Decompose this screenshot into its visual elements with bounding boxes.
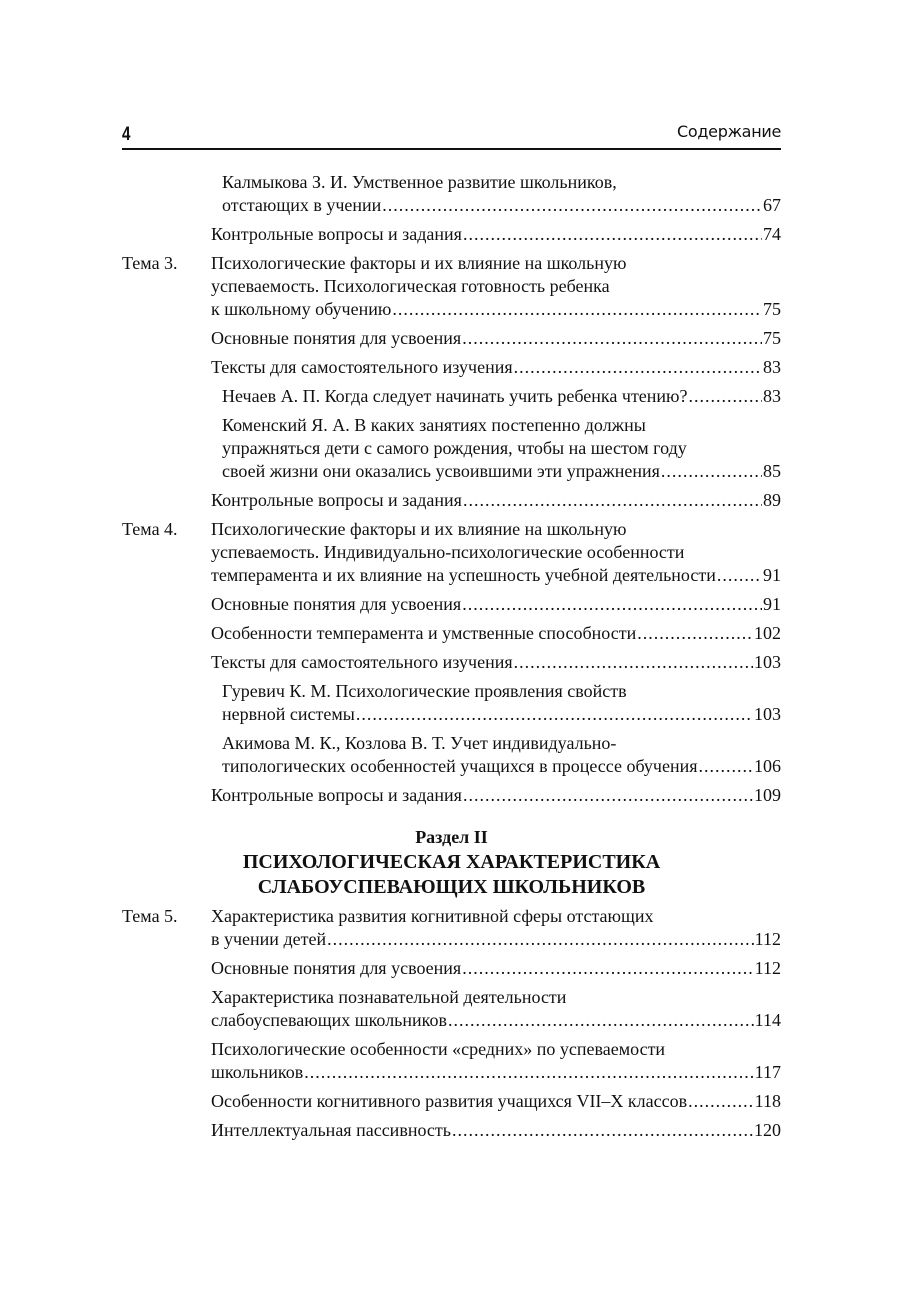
toc-entry-body bbox=[222, 680, 781, 726]
page-ref[interactable]: 103 bbox=[754, 652, 781, 672]
toc-line-with-leader bbox=[211, 223, 781, 246]
page-ref[interactable]: 91 bbox=[763, 594, 781, 614]
toc-entry-body bbox=[211, 327, 781, 350]
toc-entry-body bbox=[211, 622, 781, 645]
page-ref[interactable]: 83 bbox=[763, 386, 781, 406]
toc-entry-text: слабоуспевающих школьников bbox=[211, 1010, 447, 1030]
dot-leader bbox=[327, 928, 754, 951]
page-ref[interactable]: 120 bbox=[754, 1120, 781, 1140]
toc-line-with-leader bbox=[222, 385, 781, 408]
toc-entry[interactable] bbox=[122, 622, 781, 645]
page-ref[interactable]: 74 bbox=[763, 224, 781, 244]
toc-entry-text: Контрольные вопросы и задания bbox=[211, 224, 462, 244]
toc-entry-body bbox=[222, 171, 781, 217]
toc-entry-text: Психологические особенности «средних» по успеваемости bbox=[211, 1039, 666, 1059]
toc-entry-body bbox=[211, 651, 781, 674]
toc-entry[interactable] bbox=[122, 957, 781, 980]
section-number: Раздел II bbox=[415, 827, 488, 847]
toc-entry-body bbox=[211, 593, 781, 616]
toc-line-with-leader bbox=[222, 703, 781, 726]
toc-entry-text: нервной системы bbox=[222, 704, 355, 724]
toc-entry[interactable] bbox=[122, 489, 781, 512]
toc-line-with-leader bbox=[222, 460, 781, 483]
page-ref[interactable]: 118 bbox=[754, 1091, 781, 1111]
toc-line-with-leader bbox=[211, 622, 781, 645]
dot-leader bbox=[699, 755, 753, 778]
toc-entry-text: отстающих в учении bbox=[222, 195, 382, 215]
dot-leader bbox=[462, 593, 762, 616]
toc-line-with-leader bbox=[211, 1119, 781, 1142]
dot-leader bbox=[661, 460, 762, 483]
toc-entry-text: темперамента и их влияние на успешность учебной деятельности bbox=[211, 565, 716, 585]
toc-line-with-leader bbox=[211, 489, 781, 512]
toc-line-with-leader bbox=[211, 1090, 781, 1113]
toc-entry-body bbox=[211, 489, 781, 512]
toc-entry-text: школьников bbox=[211, 1062, 304, 1082]
toc-entry-text: успеваемость. Психологическая готовность ребенка bbox=[211, 276, 610, 296]
page-ref[interactable]: 103 bbox=[754, 704, 781, 724]
dot-leader bbox=[304, 1061, 753, 1084]
toc-entry[interactable] bbox=[122, 356, 781, 379]
toc-entry[interactable] bbox=[122, 171, 781, 217]
topic-label: Тема 3. bbox=[122, 253, 178, 273]
running-title: Содержание bbox=[677, 122, 781, 141]
dot-leader bbox=[448, 1009, 754, 1032]
page-ref[interactable]: 102 bbox=[754, 623, 781, 643]
toc-line-with-leader bbox=[211, 1009, 781, 1032]
toc-entry-text: Психологические факторы и их влияние на школьную bbox=[211, 519, 627, 539]
toc-entry-text: Калмыкова З. И. Умственное развитие школьников, bbox=[222, 172, 617, 192]
toc-line-with-leader bbox=[211, 327, 781, 350]
dot-leader bbox=[514, 356, 762, 379]
dot-leader bbox=[392, 298, 762, 321]
dot-leader bbox=[689, 385, 763, 408]
toc-entry-text: Основные понятия для усвоения bbox=[211, 328, 462, 348]
page-ref[interactable]: 75 bbox=[763, 328, 781, 348]
toc-line-with-leader bbox=[211, 593, 781, 616]
page-number: 4 bbox=[122, 124, 131, 145]
toc-entry-text: Основные понятия для усвоения bbox=[211, 594, 462, 614]
toc-entry[interactable] bbox=[122, 651, 781, 674]
toc-line-with-leader bbox=[211, 356, 781, 379]
topic-label: Тема 5. bbox=[122, 906, 178, 926]
toc-entry[interactable] bbox=[122, 680, 781, 726]
page-ref[interactable]: 91 bbox=[763, 565, 781, 585]
toc-entry-text: успеваемость. Индивидуально-психологические особенности bbox=[211, 542, 685, 562]
dot-leader bbox=[514, 651, 753, 674]
toc-entry-body bbox=[211, 1038, 781, 1084]
toc-entry[interactable] bbox=[122, 518, 781, 587]
toc-entry-text: Акимова М. К., Козлова В. Т. Учет индивидуально- bbox=[222, 733, 617, 753]
dot-leader bbox=[382, 194, 762, 217]
toc-entry-body bbox=[211, 986, 781, 1032]
toc-entry[interactable] bbox=[122, 385, 781, 408]
toc-entry-body bbox=[211, 356, 781, 379]
toc-line-with-leader bbox=[222, 755, 781, 778]
toc-entry-text: упражняться дети с самого рождения, чтобы на шестом году bbox=[222, 438, 687, 458]
toc-entry[interactable] bbox=[122, 252, 781, 321]
toc-entry[interactable] bbox=[122, 905, 781, 951]
dot-leader bbox=[452, 1119, 753, 1142]
section-heading bbox=[122, 825, 781, 900]
toc-entry-body bbox=[211, 252, 781, 321]
toc-line-with-leader bbox=[211, 928, 781, 951]
toc-line-with-leader bbox=[211, 651, 781, 674]
page-ref[interactable]: 109 bbox=[754, 785, 781, 805]
dot-leader bbox=[463, 489, 762, 512]
toc-line-with-leader bbox=[211, 957, 781, 980]
toc-entry-text: Особенности темперамента и умственные способности bbox=[211, 623, 637, 643]
toc-line-with-leader bbox=[211, 298, 781, 321]
toc-entry[interactable] bbox=[122, 784, 781, 807]
toc-entry-text: Особенности когнитивного развития учащихся VII–X классов bbox=[211, 1091, 688, 1111]
toc-entry-body bbox=[211, 223, 781, 246]
toc-entry-body bbox=[211, 518, 781, 587]
toc-entry-text: своей жизни они оказались усвоившими эти упражнения bbox=[222, 461, 660, 481]
toc-entry-text: Коменский Я. А. В каких занятиях постепенно должны bbox=[222, 415, 646, 435]
section-title-line: ПСИХОЛОГИЧЕСКАЯ ХАРАКТЕРИСТИКА bbox=[242, 851, 661, 873]
dot-leader bbox=[462, 327, 762, 350]
toc-entry[interactable] bbox=[122, 1090, 781, 1113]
table-of-contents bbox=[122, 171, 781, 1148]
toc-entry-body bbox=[211, 1090, 781, 1113]
page-ref[interactable]: 67 bbox=[763, 195, 781, 215]
toc-entry-text: Психологические факторы и их влияние на школьную bbox=[211, 253, 627, 273]
page-ref[interactable]: 114 bbox=[754, 1010, 781, 1030]
section-title-line: СЛАБОУСПЕВАЮЩИХ ШКОЛЬНИКОВ bbox=[257, 876, 646, 898]
toc-line-with-leader bbox=[211, 564, 781, 587]
topic-label: Тема 4. bbox=[122, 519, 178, 539]
toc-entry-body bbox=[222, 385, 781, 408]
toc-entry-text: типологических особенностей учащихся в процессе обучения bbox=[222, 756, 698, 776]
page-ref[interactable]: 106 bbox=[754, 756, 781, 776]
toc-entry-text: к школьному обучению bbox=[211, 299, 392, 319]
toc-line-with-leader bbox=[222, 194, 781, 217]
toc-entry[interactable] bbox=[122, 1119, 781, 1142]
toc-entry[interactable] bbox=[122, 732, 781, 778]
toc-entry-body bbox=[211, 905, 781, 951]
toc-entry-body bbox=[222, 414, 781, 483]
dot-leader bbox=[688, 1090, 754, 1113]
toc-entry-text: Гуревич К. М. Психологические проявления свойств bbox=[222, 681, 627, 701]
header-rule bbox=[122, 148, 781, 150]
dot-leader bbox=[463, 784, 753, 807]
toc-entry-text: в учении детей bbox=[211, 929, 327, 949]
toc-entry[interactable] bbox=[122, 414, 781, 483]
page-ref[interactable]: 75 bbox=[763, 299, 781, 319]
toc-entry-text: Основные понятия для усвоения bbox=[211, 958, 462, 978]
page-ref[interactable]: 117 bbox=[754, 1062, 781, 1082]
toc-entry-text: Интеллектуальная пассивность bbox=[211, 1120, 451, 1140]
toc-entry[interactable] bbox=[122, 986, 781, 1032]
toc-entry-text: Тексты для самостоятельного изучения bbox=[211, 652, 513, 672]
toc-entry[interactable] bbox=[122, 593, 781, 616]
toc-entry-text: Тексты для самостоятельного изучения bbox=[211, 357, 513, 377]
toc-entry-text: Нечаев А. П. Когда следует начинать учить ребенка чтению? bbox=[222, 386, 688, 406]
toc-entry-body bbox=[211, 957, 781, 980]
page-ref[interactable]: 112 bbox=[754, 958, 781, 978]
page-ref[interactable]: 112 bbox=[754, 929, 781, 949]
dot-leader bbox=[356, 703, 753, 726]
toc-line-with-leader bbox=[211, 784, 781, 807]
dot-leader bbox=[637, 622, 753, 645]
toc-entry[interactable] bbox=[122, 327, 781, 350]
dot-leader bbox=[717, 564, 762, 587]
toc-entry[interactable] bbox=[122, 1038, 781, 1084]
page-ref[interactable]: 89 bbox=[763, 490, 781, 510]
page-ref[interactable]: 85 bbox=[763, 461, 781, 481]
dot-leader bbox=[463, 223, 762, 246]
dot-leader bbox=[462, 957, 753, 980]
toc-entry-text: Контрольные вопросы и задания bbox=[211, 785, 462, 805]
toc-entry-text: Характеристика познавательной деятельности bbox=[211, 987, 567, 1007]
toc-entry[interactable] bbox=[122, 223, 781, 246]
toc-entry-body bbox=[211, 1119, 781, 1142]
toc-entry-text: Контрольные вопросы и задания bbox=[211, 490, 462, 510]
toc-entry-body bbox=[222, 732, 781, 778]
page-ref[interactable]: 83 bbox=[763, 357, 781, 377]
toc-entry-body bbox=[211, 784, 781, 807]
toc-line-with-leader bbox=[211, 1061, 781, 1084]
toc-entry-text: Характеристика развития когнитивной сферы отстающих bbox=[211, 906, 654, 926]
